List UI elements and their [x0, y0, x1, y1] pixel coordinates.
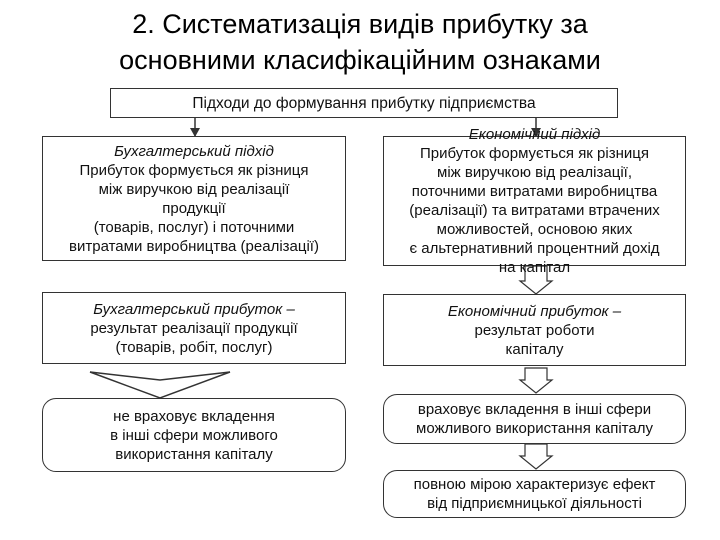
arrow-right-profit-to-note — [520, 368, 552, 393]
economic-profit-title: Економічний прибуток – — [447, 302, 622, 320]
economic-approach-line: між виручкою від реалізації, — [437, 164, 632, 181]
economic-approach-line: є альтернативний процентний дохід — [409, 240, 660, 257]
accounting-profit-line: (товарів, робіт, послуг) — [115, 338, 273, 356]
economic-effect-box — [383, 470, 686, 518]
page-title — [0, 6, 720, 78]
economic-approach-title: Економічний підхід — [468, 126, 601, 143]
accounting-approach-line: витратами виробництва (реалізації) — [69, 237, 319, 255]
economic-profit-line: результат роботи — [474, 321, 595, 339]
economic-effect-line: від підприємницької діяльності — [427, 495, 642, 512]
accounting-approach-line: Прибуток формується як різниця — [79, 161, 309, 179]
approaches-box-label: Підходи до формування прибутку підприємства — [192, 94, 536, 112]
economic-profit-line: капіталу — [505, 340, 564, 358]
accounting-note-line: використання капіталу — [115, 445, 273, 463]
accounting-note-box — [42, 398, 346, 472]
economic-approach-line: поточними витратами виробництва — [411, 183, 658, 200]
arrow-left-profit-to-note — [90, 372, 230, 380]
economic-approach-line: можливостей, основою яких — [436, 221, 633, 238]
accounting-approach-line: (товарів, послуг) і поточними — [93, 218, 295, 236]
title-line-2: основними класифікаційним ознаками — [119, 45, 601, 75]
accounting-note-line: в інші сфери можливого — [110, 426, 278, 444]
accounting-profit-line: результат реалізації продукції — [90, 319, 298, 337]
accounting-note-line: не враховує вкладення — [113, 407, 275, 425]
accounting-approach-box — [42, 136, 346, 261]
economic-approach-line: на капітал — [498, 259, 571, 276]
economic-note-line: можливого використання капіталу — [416, 420, 653, 437]
arrow-right-note-to-effect — [520, 444, 552, 469]
economic-profit-box — [383, 294, 686, 366]
title-line-1: 2. Систематизація видів прибутку за — [132, 9, 588, 39]
economic-approach-line: Прибуток формується як різниця — [420, 145, 649, 162]
accounting-profit-title: Бухгалтерський прибуток – — [93, 300, 295, 318]
economic-approach-line: (реалізації) та витратами втрачених — [409, 202, 660, 219]
arrow-left-chevron-lower — [90, 372, 230, 398]
approaches-box — [110, 88, 618, 118]
economic-effect-line: повною мірою характеризує ефект — [413, 476, 656, 493]
accounting-approach-title: Бухгалтерський підхід — [114, 142, 274, 160]
accounting-approach-line: між виручкою від реалізації — [98, 180, 290, 198]
accounting-profit-box — [42, 292, 346, 364]
economic-approach-box — [383, 126, 686, 276]
economic-note-box — [383, 394, 686, 444]
economic-note-line: враховує вкладення в інші сфери — [417, 401, 652, 418]
accounting-approach-line: продукції — [162, 199, 226, 217]
